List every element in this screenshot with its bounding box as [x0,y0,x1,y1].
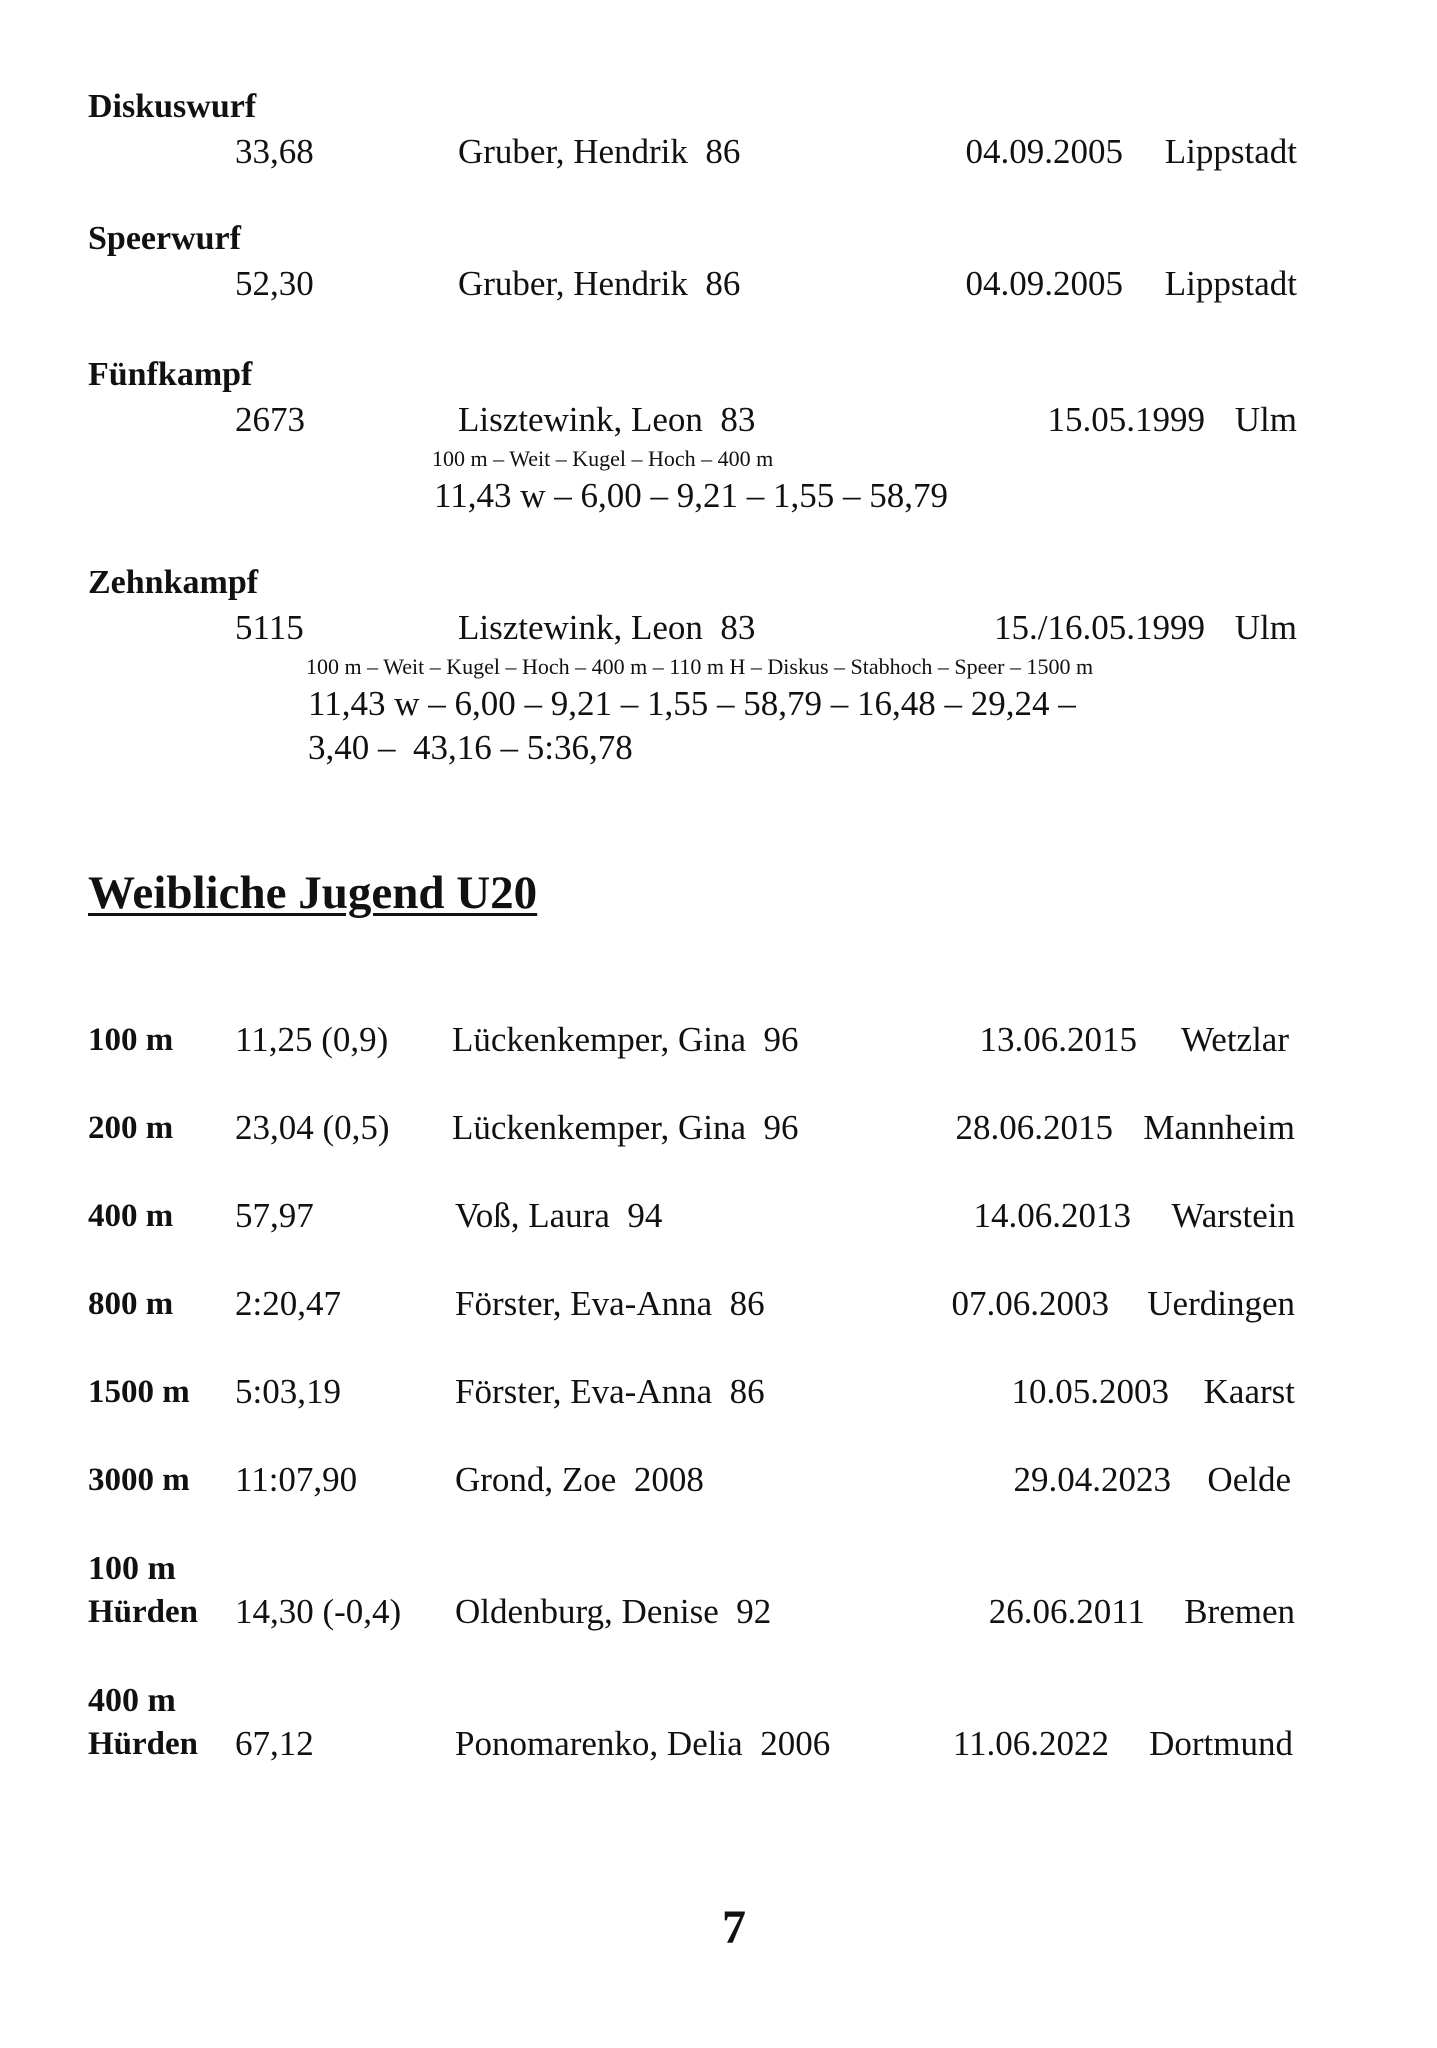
place: Uerdingen [1147,1284,1295,1323]
performance: 67,12 [235,1724,314,1763]
event-label-line2: Hürden [88,1726,199,1762]
performance: 11:07,90 [235,1460,358,1499]
place: Oelde [1207,1460,1291,1499]
athlete: Oldenburg, Denise 92 [455,1592,772,1631]
disciplines-fuenfkampf: 100 m – Weit – Kugel – Hoch – 400 m [432,446,774,471]
event-label: 3000 m [88,1462,190,1498]
splits-zehnkampf-line2: 3,40 – 43,16 – 5:36,78 [308,728,633,767]
table-row [0,1592,1437,1638]
place: Warstein [1171,1196,1295,1235]
performance-speerwurf: 52,30 [235,264,314,303]
performance-fuenfkampf: 2673 [235,400,305,439]
date-zehnkampf: 15./16.05.1999 [994,608,1205,647]
table-row [0,1372,1437,1418]
event-label-line1: 100 m [88,1550,176,1587]
place-diskuswurf: Lippstadt [1164,132,1297,171]
table-row [0,1020,1437,1066]
place: Wetzlar [1181,1020,1289,1059]
performance: 5:03,19 [235,1372,341,1411]
date: 11.06.2022 [952,1724,1109,1763]
place: Kaarst [1203,1372,1295,1411]
athlete: Voß, Laura 94 [455,1196,663,1235]
performance: 11,25 (0,9) [235,1020,389,1059]
athlete: Ponomarenko, Delia 2006 [455,1724,831,1763]
table-row [0,1196,1437,1242]
place-fuenfkampf: Ulm [1234,400,1297,439]
athlete: Grond, Zoe 2008 [455,1460,704,1499]
event-label: 1500 m [88,1374,190,1410]
event-heading-speerwurf: Speerwurf [88,220,241,257]
date: 26.06.2011 [988,1592,1145,1631]
date-fuenfkampf: 15.05.1999 [1047,400,1205,439]
table-row [0,1108,1437,1154]
athlete-zehnkampf: Lisztewink, Leon 83 [458,608,756,647]
athlete-fuenfkampf: Lisztewink, Leon 83 [458,400,756,439]
splits-zehnkampf-line1: 11,43 w – 6,00 – 9,21 – 1,55 – 58,79 – 16,48 – 29,24 – [308,684,1076,723]
place-zehnkampf: Ulm [1234,608,1297,647]
date: 07.06.2003 [951,1284,1109,1323]
event-heading-diskuswurf: Diskuswurf [88,88,257,125]
event-heading-zehnkampf: Zehnkampf [88,564,259,601]
performance: 14,30 (-0,4) [235,1592,402,1631]
performance: 57,97 [235,1196,314,1235]
place: Mannheim [1143,1108,1295,1147]
table-row [0,1460,1437,1506]
date: 13.06.2015 [979,1020,1137,1059]
athlete-speerwurf: Gruber, Hendrik 86 [458,264,741,303]
splits-fuenfkampf: 11,43 w – 6,00 – 9,21 – 1,55 – 58,79 [434,476,948,515]
place: Dortmund [1149,1724,1293,1763]
athlete: Lückenkemper, Gina 96 [452,1108,799,1147]
athlete: Lückenkemper, Gina 96 [452,1020,799,1059]
event-heading-fuenfkampf: Fünfkampf [88,356,253,393]
performance-diskuswurf: 33,68 [235,132,314,171]
section-heading: Weibliche Jugend U20 [88,867,538,919]
place-speerwurf: Lippstadt [1164,264,1297,303]
table-row [0,1284,1437,1330]
event-label-line2: Hürden [88,1594,199,1630]
event-label: 200 m [88,1110,174,1146]
place: Bremen [1184,1592,1295,1631]
event-label: 800 m [88,1286,174,1322]
event-label-line1: 400 m [88,1682,176,1719]
date-speerwurf: 04.09.2005 [965,264,1123,303]
date: 29.04.2023 [1013,1460,1171,1499]
athlete: Förster, Eva-Anna 86 [455,1372,765,1411]
event-label: 400 m [88,1198,174,1234]
date: 14.06.2013 [973,1196,1131,1235]
performance: 23,04 (0,5) [235,1108,390,1147]
page-number: 7 [722,1901,746,1954]
performance-zehnkampf: 5115 [235,608,304,647]
date: 28.06.2015 [955,1108,1113,1147]
disciplines-zehnkampf: 100 m – Weit – Kugel – Hoch – 400 m – 110 m H – Diskus – Stabhoch – Speer – 1500 m [306,654,1094,679]
performance: 2:20,47 [235,1284,341,1323]
table-row [0,1724,1437,1770]
athlete: Förster, Eva-Anna 86 [455,1284,765,1323]
date: 10.05.2003 [1011,1372,1169,1411]
athlete-diskuswurf: Gruber, Hendrik 86 [458,132,741,171]
date-diskuswurf: 04.09.2005 [965,132,1123,171]
event-label: 100 m [88,1022,174,1058]
